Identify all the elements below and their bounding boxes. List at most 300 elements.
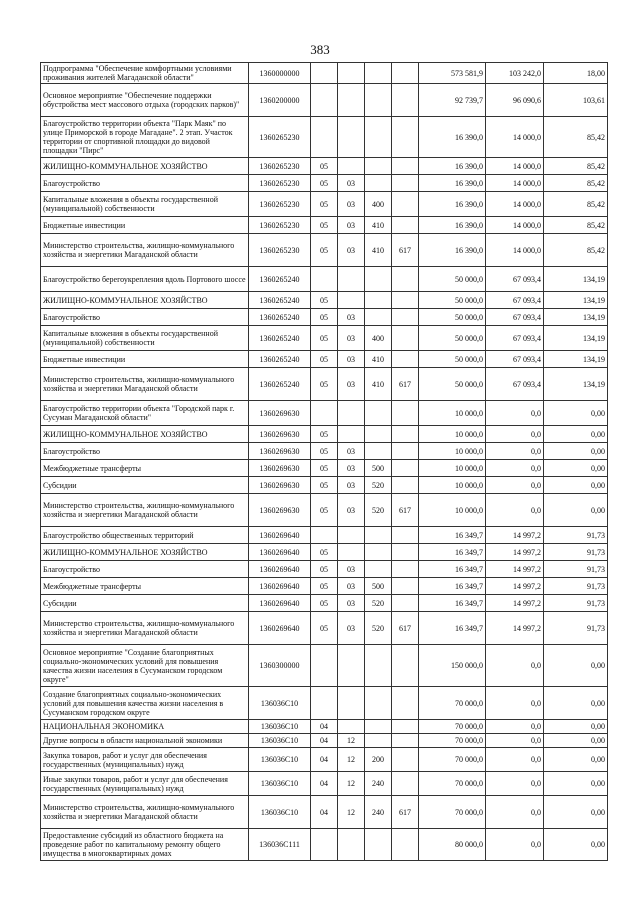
row-administrator-code bbox=[392, 309, 419, 326]
row-actual-amount: 14 000,0 bbox=[486, 234, 544, 267]
row-name: Благоустройство территории объекта "Парк Маяк" по улице Приморской в городе Магадане". 2 этап. Участок территории от спортивной площадки до видовой площадки "Пирс" bbox=[41, 117, 249, 158]
row-expense-type bbox=[365, 561, 392, 578]
row-section: 04 bbox=[311, 796, 338, 829]
row-section: 05 bbox=[311, 351, 338, 368]
row-actual-amount: 0,0 bbox=[486, 443, 544, 460]
row-section: 05 bbox=[311, 544, 338, 561]
row-percent: 91,73 bbox=[544, 578, 608, 595]
row-administrator-code bbox=[392, 578, 419, 595]
row-expense-type: 520 bbox=[365, 612, 392, 645]
table-row bbox=[41, 544, 608, 561]
table-row bbox=[41, 267, 608, 292]
row-code: 1360265240 bbox=[249, 351, 311, 368]
row-percent: 134,19 bbox=[544, 309, 608, 326]
row-percent: 0,00 bbox=[544, 477, 608, 494]
row-percent: 0,00 bbox=[544, 796, 608, 829]
row-section: 05 bbox=[311, 192, 338, 217]
row-plan-amount: 16 390,0 bbox=[419, 175, 486, 192]
row-name: НАЦИОНАЛЬНАЯ ЭКОНОМИКА bbox=[41, 720, 249, 734]
row-administrator-code: 617 bbox=[392, 368, 419, 401]
row-administrator-code bbox=[392, 772, 419, 796]
row-percent: 134,19 bbox=[544, 326, 608, 351]
row-subsection bbox=[338, 267, 365, 292]
budget-table bbox=[40, 62, 608, 861]
row-code: 1360269630 bbox=[249, 477, 311, 494]
row-section: 05 bbox=[311, 460, 338, 477]
row-section bbox=[311, 267, 338, 292]
row-actual-amount: 14 000,0 bbox=[486, 175, 544, 192]
row-percent: 0,00 bbox=[544, 748, 608, 772]
row-percent: 0,00 bbox=[544, 494, 608, 527]
row-subsection: 03 bbox=[338, 351, 365, 368]
row-subsection bbox=[338, 117, 365, 158]
table-row bbox=[41, 426, 608, 443]
row-actual-amount: 0,0 bbox=[486, 720, 544, 734]
row-expense-type: 240 bbox=[365, 772, 392, 796]
row-percent: 134,19 bbox=[544, 351, 608, 368]
row-code: 136036C10 bbox=[249, 687, 311, 720]
row-name: Предоставление субсидий из областного бюджета на проведение работ по капитальному ремонту общего имущества в многоквартирных домах bbox=[41, 829, 249, 861]
row-administrator-code bbox=[392, 401, 419, 426]
row-subsection: 03 bbox=[338, 494, 365, 527]
row-percent: 0,00 bbox=[544, 772, 608, 796]
row-actual-amount: 67 093,4 bbox=[486, 351, 544, 368]
row-subsection bbox=[338, 84, 365, 117]
row-name: Подпрограмма "Обеспечение комфортными условиями проживания жителей Магаданской области" bbox=[41, 63, 249, 84]
row-plan-amount: 150 000,0 bbox=[419, 645, 486, 687]
table-row bbox=[41, 578, 608, 595]
table-row bbox=[41, 595, 608, 612]
row-subsection: 03 bbox=[338, 595, 365, 612]
row-expense-type: 400 bbox=[365, 326, 392, 351]
row-subsection bbox=[338, 687, 365, 720]
row-code: 1360269630 bbox=[249, 426, 311, 443]
row-name: Межбюджетные трансферты bbox=[41, 460, 249, 477]
row-code: 1360265230 bbox=[249, 192, 311, 217]
row-name: Благоустройство берегоукрепления вдоль Портового шоссе bbox=[41, 267, 249, 292]
row-section bbox=[311, 117, 338, 158]
row-code: 1360269630 bbox=[249, 494, 311, 527]
row-section: 04 bbox=[311, 720, 338, 734]
table-row bbox=[41, 158, 608, 175]
row-actual-amount: 0,0 bbox=[486, 829, 544, 861]
row-subsection: 12 bbox=[338, 734, 365, 748]
row-expense-type: 200 bbox=[365, 748, 392, 772]
table-row bbox=[41, 292, 608, 309]
row-actual-amount: 67 093,4 bbox=[486, 267, 544, 292]
row-expense-type bbox=[365, 175, 392, 192]
row-plan-amount: 573 581,9 bbox=[419, 63, 486, 84]
row-actual-amount: 14 997,2 bbox=[486, 578, 544, 595]
row-expense-type: 240 bbox=[365, 796, 392, 829]
row-expense-type bbox=[365, 734, 392, 748]
row-code: 1360269630 bbox=[249, 460, 311, 477]
row-plan-amount: 16 349,7 bbox=[419, 544, 486, 561]
table-row bbox=[41, 720, 608, 734]
row-percent: 0,00 bbox=[544, 426, 608, 443]
row-plan-amount: 50 000,0 bbox=[419, 368, 486, 401]
table-row bbox=[41, 561, 608, 578]
row-name: Министерство строительства, жилищно-коммунального хозяйства и энергетики Магаданской области bbox=[41, 494, 249, 527]
row-actual-amount: 0,0 bbox=[486, 796, 544, 829]
row-percent: 91,73 bbox=[544, 595, 608, 612]
table-row bbox=[41, 351, 608, 368]
row-subsection: 03 bbox=[338, 477, 365, 494]
row-percent: 0,00 bbox=[544, 687, 608, 720]
row-section: 05 bbox=[311, 292, 338, 309]
row-expense-type bbox=[365, 292, 392, 309]
table-row bbox=[41, 326, 608, 351]
row-subsection: 03 bbox=[338, 326, 365, 351]
row-subsection bbox=[338, 158, 365, 175]
row-plan-amount: 16 349,7 bbox=[419, 595, 486, 612]
row-actual-amount: 0,0 bbox=[486, 772, 544, 796]
row-section: 05 bbox=[311, 595, 338, 612]
row-name: Капитальные вложения в объекты государственной (муниципальной) собственности bbox=[41, 192, 249, 217]
row-section: 05 bbox=[311, 578, 338, 595]
row-name: ЖИЛИЩНО-КОММУНАЛЬНОЕ ХОЗЯЙСТВО bbox=[41, 292, 249, 309]
table-row bbox=[41, 772, 608, 796]
row-actual-amount: 14 997,2 bbox=[486, 561, 544, 578]
row-percent: 91,73 bbox=[544, 612, 608, 645]
row-section: 05 bbox=[311, 175, 338, 192]
table-row bbox=[41, 217, 608, 234]
row-subsection bbox=[338, 829, 365, 861]
row-expense-type bbox=[365, 645, 392, 687]
row-section: 05 bbox=[311, 158, 338, 175]
row-subsection bbox=[338, 401, 365, 426]
row-actual-amount: 96 090,6 bbox=[486, 84, 544, 117]
row-administrator-code bbox=[392, 63, 419, 84]
row-plan-amount: 16 349,7 bbox=[419, 561, 486, 578]
row-expense-type bbox=[365, 687, 392, 720]
row-administrator-code bbox=[392, 292, 419, 309]
row-code: 1360269640 bbox=[249, 544, 311, 561]
row-section: 04 bbox=[311, 748, 338, 772]
row-section: 05 bbox=[311, 234, 338, 267]
row-code: 136036C10 bbox=[249, 720, 311, 734]
row-actual-amount: 14 000,0 bbox=[486, 217, 544, 234]
row-subsection bbox=[338, 720, 365, 734]
table-row bbox=[41, 117, 608, 158]
row-code: 136036C10 bbox=[249, 796, 311, 829]
row-actual-amount: 0,0 bbox=[486, 734, 544, 748]
row-administrator-code bbox=[392, 175, 419, 192]
row-plan-amount: 10 000,0 bbox=[419, 443, 486, 460]
row-percent: 134,19 bbox=[544, 292, 608, 309]
table-row bbox=[41, 734, 608, 748]
row-section bbox=[311, 829, 338, 861]
row-administrator-code bbox=[392, 351, 419, 368]
row-expense-type: 500 bbox=[365, 460, 392, 477]
row-section: 05 bbox=[311, 561, 338, 578]
row-subsection: 03 bbox=[338, 368, 365, 401]
row-percent: 85,42 bbox=[544, 217, 608, 234]
row-subsection: 03 bbox=[338, 561, 365, 578]
row-plan-amount: 10 000,0 bbox=[419, 494, 486, 527]
row-section: 04 bbox=[311, 734, 338, 748]
row-actual-amount: 14 997,2 bbox=[486, 595, 544, 612]
row-plan-amount: 50 000,0 bbox=[419, 267, 486, 292]
row-name: Другие вопросы в области национальной экономики bbox=[41, 734, 249, 748]
row-percent: 134,19 bbox=[544, 267, 608, 292]
row-percent: 0,00 bbox=[544, 645, 608, 687]
row-code: 1360265240 bbox=[249, 368, 311, 401]
row-percent: 85,42 bbox=[544, 234, 608, 267]
row-plan-amount: 16 349,7 bbox=[419, 612, 486, 645]
row-expense-type bbox=[365, 63, 392, 84]
row-name: Министерство строительства, жилищно-коммунального хозяйства и энергетики Магаданской области bbox=[41, 368, 249, 401]
row-expense-type: 520 bbox=[365, 595, 392, 612]
row-section: 05 bbox=[311, 368, 338, 401]
row-subsection bbox=[338, 544, 365, 561]
row-section: 05 bbox=[311, 612, 338, 645]
row-section bbox=[311, 687, 338, 720]
row-administrator-code: 617 bbox=[392, 494, 419, 527]
row-section: 04 bbox=[311, 772, 338, 796]
row-section: 05 bbox=[311, 477, 338, 494]
row-administrator-code bbox=[392, 477, 419, 494]
row-administrator-code bbox=[392, 84, 419, 117]
row-actual-amount: 14 997,2 bbox=[486, 544, 544, 561]
row-name: Благоустройство bbox=[41, 175, 249, 192]
row-name: Основное мероприятие "Создание благоприятных социально-экономических условий для повышения качества жизни населения в Сусуманском городском округе" bbox=[41, 645, 249, 687]
row-plan-amount: 50 000,0 bbox=[419, 351, 486, 368]
row-actual-amount: 103 242,0 bbox=[486, 63, 544, 84]
row-section bbox=[311, 84, 338, 117]
row-plan-amount: 16 390,0 bbox=[419, 117, 486, 158]
table-body bbox=[41, 63, 608, 861]
row-actual-amount: 0,0 bbox=[486, 460, 544, 477]
row-administrator-code: 617 bbox=[392, 612, 419, 645]
row-code: 1360265230 bbox=[249, 158, 311, 175]
row-expense-type bbox=[365, 720, 392, 734]
row-code: 1360269640 bbox=[249, 527, 311, 544]
table-row bbox=[41, 477, 608, 494]
row-subsection: 12 bbox=[338, 772, 365, 796]
row-expense-type: 410 bbox=[365, 351, 392, 368]
row-subsection: 03 bbox=[338, 175, 365, 192]
row-section: 05 bbox=[311, 494, 338, 527]
row-administrator-code bbox=[392, 544, 419, 561]
row-actual-amount: 0,0 bbox=[486, 401, 544, 426]
row-name: Благоустройство bbox=[41, 443, 249, 460]
row-code: 136036C10 bbox=[249, 772, 311, 796]
row-code: 1360265240 bbox=[249, 309, 311, 326]
row-code: 1360265240 bbox=[249, 292, 311, 309]
row-expense-type bbox=[365, 401, 392, 426]
row-plan-amount: 70 000,0 bbox=[419, 772, 486, 796]
row-code: 1360300000 bbox=[249, 645, 311, 687]
table-row bbox=[41, 368, 608, 401]
row-section: 05 bbox=[311, 326, 338, 351]
table-row bbox=[41, 527, 608, 544]
row-expense-type bbox=[365, 117, 392, 158]
row-name: ЖИЛИЩНО-КОММУНАЛЬНОЕ ХОЗЯЙСТВО bbox=[41, 426, 249, 443]
row-percent: 0,00 bbox=[544, 443, 608, 460]
table-row bbox=[41, 63, 608, 84]
row-code: 1360269640 bbox=[249, 561, 311, 578]
row-administrator-code bbox=[392, 117, 419, 158]
row-subsection bbox=[338, 645, 365, 687]
row-actual-amount: 0,0 bbox=[486, 426, 544, 443]
row-actual-amount: 0,0 bbox=[486, 687, 544, 720]
table-row bbox=[41, 234, 608, 267]
table-row bbox=[41, 192, 608, 217]
row-administrator-code bbox=[392, 443, 419, 460]
row-subsection: 03 bbox=[338, 217, 365, 234]
row-percent: 18,00 bbox=[544, 63, 608, 84]
row-actual-amount: 14 997,2 bbox=[486, 612, 544, 645]
row-name: ЖИЛИЩНО-КОММУНАЛЬНОЕ ХОЗЯЙСТВО bbox=[41, 544, 249, 561]
row-percent: 91,73 bbox=[544, 544, 608, 561]
row-subsection: 03 bbox=[338, 612, 365, 645]
row-expense-type bbox=[365, 443, 392, 460]
row-section bbox=[311, 527, 338, 544]
row-code: 1360265230 bbox=[249, 175, 311, 192]
row-plan-amount: 16 390,0 bbox=[419, 158, 486, 175]
row-expense-type bbox=[365, 84, 392, 117]
row-percent: 85,42 bbox=[544, 192, 608, 217]
row-expense-type bbox=[365, 267, 392, 292]
row-administrator-code bbox=[392, 426, 419, 443]
row-expense-type bbox=[365, 527, 392, 544]
row-expense-type: 500 bbox=[365, 578, 392, 595]
row-subsection: 03 bbox=[338, 309, 365, 326]
table-row bbox=[41, 401, 608, 426]
row-administrator-code bbox=[392, 645, 419, 687]
row-name: ЖИЛИЩНО-КОММУНАЛЬНОЕ ХОЗЯЙСТВО bbox=[41, 158, 249, 175]
row-actual-amount: 0,0 bbox=[486, 477, 544, 494]
row-subsection: 03 bbox=[338, 192, 365, 217]
row-plan-amount: 80 000,0 bbox=[419, 829, 486, 861]
row-plan-amount: 70 000,0 bbox=[419, 748, 486, 772]
row-expense-type bbox=[365, 829, 392, 861]
table-row bbox=[41, 175, 608, 192]
row-name: Благоустройство bbox=[41, 309, 249, 326]
table-row bbox=[41, 84, 608, 117]
table-row bbox=[41, 494, 608, 527]
row-code: 136036C10 bbox=[249, 734, 311, 748]
row-plan-amount: 92 739,7 bbox=[419, 84, 486, 117]
row-name: Благоустройство территории объекта "Городской парк г. Сусуман Магаданской области" bbox=[41, 401, 249, 426]
row-subsection: 03 bbox=[338, 234, 365, 267]
row-name: Министерство строительства, жилищно-коммунального хозяйства и энергетики Магаданской области bbox=[41, 234, 249, 267]
row-expense-type bbox=[365, 426, 392, 443]
row-percent: 103,61 bbox=[544, 84, 608, 117]
row-actual-amount: 0,0 bbox=[486, 645, 544, 687]
row-subsection: 12 bbox=[338, 796, 365, 829]
row-administrator-code bbox=[392, 192, 419, 217]
row-expense-type: 520 bbox=[365, 477, 392, 494]
row-administrator-code bbox=[392, 460, 419, 477]
row-code: 136036C10 bbox=[249, 748, 311, 772]
row-actual-amount: 14 000,0 bbox=[486, 158, 544, 175]
row-name: Министерство строительства, жилищно-коммунального хозяйства и энергетики Магаданской области bbox=[41, 796, 249, 829]
row-plan-amount: 50 000,0 bbox=[419, 309, 486, 326]
row-actual-amount: 14 000,0 bbox=[486, 117, 544, 158]
row-administrator-code bbox=[392, 527, 419, 544]
row-section: 05 bbox=[311, 426, 338, 443]
row-subsection: 03 bbox=[338, 443, 365, 460]
row-administrator-code bbox=[392, 595, 419, 612]
row-administrator-code bbox=[392, 734, 419, 748]
row-plan-amount: 10 000,0 bbox=[419, 401, 486, 426]
row-actual-amount: 14 000,0 bbox=[486, 192, 544, 217]
row-percent: 0,00 bbox=[544, 460, 608, 477]
row-plan-amount: 10 000,0 bbox=[419, 477, 486, 494]
row-subsection bbox=[338, 527, 365, 544]
row-code: 1360265230 bbox=[249, 217, 311, 234]
row-section bbox=[311, 63, 338, 84]
row-expense-type: 410 bbox=[365, 368, 392, 401]
row-subsection: 03 bbox=[338, 460, 365, 477]
row-actual-amount: 0,0 bbox=[486, 494, 544, 527]
row-percent: 85,42 bbox=[544, 158, 608, 175]
row-name: Субсидии bbox=[41, 477, 249, 494]
table-row bbox=[41, 309, 608, 326]
row-actual-amount: 67 093,4 bbox=[486, 368, 544, 401]
row-plan-amount: 16 390,0 bbox=[419, 192, 486, 217]
row-expense-type: 520 bbox=[365, 494, 392, 527]
row-plan-amount: 70 000,0 bbox=[419, 734, 486, 748]
row-code: 136036C111 bbox=[249, 829, 311, 861]
row-percent: 91,73 bbox=[544, 527, 608, 544]
row-name: Благоустройство bbox=[41, 561, 249, 578]
row-percent: 85,42 bbox=[544, 175, 608, 192]
table-row bbox=[41, 687, 608, 720]
row-code: 1360269630 bbox=[249, 443, 311, 460]
row-percent: 0,00 bbox=[544, 401, 608, 426]
table-row bbox=[41, 796, 608, 829]
row-name: Министерство строительства, жилищно-коммунального хозяйства и энергетики Магаданской области bbox=[41, 612, 249, 645]
row-plan-amount: 16 349,7 bbox=[419, 578, 486, 595]
row-administrator-code bbox=[392, 158, 419, 175]
row-percent: 134,19 bbox=[544, 368, 608, 401]
page-number: 383 bbox=[310, 42, 330, 57]
row-name: Межбюджетные трансферты bbox=[41, 578, 249, 595]
row-actual-amount: 14 997,2 bbox=[486, 527, 544, 544]
row-plan-amount: 70 000,0 bbox=[419, 687, 486, 720]
row-plan-amount: 16 390,0 bbox=[419, 234, 486, 267]
row-administrator-code bbox=[392, 720, 419, 734]
row-actual-amount: 67 093,4 bbox=[486, 292, 544, 309]
row-name: Капитальные вложения в объекты государственной (муниципальной) собственности bbox=[41, 326, 249, 351]
row-name: Благоустройство общественных территорий bbox=[41, 527, 249, 544]
row-section bbox=[311, 645, 338, 687]
row-name: Бюджетные инвестиции bbox=[41, 351, 249, 368]
row-actual-amount: 0,0 bbox=[486, 748, 544, 772]
row-name: Субсидии bbox=[41, 595, 249, 612]
row-plan-amount: 16 390,0 bbox=[419, 217, 486, 234]
table-row bbox=[41, 829, 608, 861]
table-row bbox=[41, 443, 608, 460]
row-administrator-code bbox=[392, 217, 419, 234]
row-code: 1360265230 bbox=[249, 117, 311, 158]
row-actual-amount: 67 093,4 bbox=[486, 309, 544, 326]
table-row bbox=[41, 748, 608, 772]
row-administrator-code: 617 bbox=[392, 234, 419, 267]
row-plan-amount: 10 000,0 bbox=[419, 426, 486, 443]
row-expense-type bbox=[365, 158, 392, 175]
row-code: 1360000000 bbox=[249, 63, 311, 84]
row-subsection bbox=[338, 426, 365, 443]
row-section bbox=[311, 401, 338, 426]
row-section: 05 bbox=[311, 309, 338, 326]
row-expense-type: 410 bbox=[365, 217, 392, 234]
row-percent: 0,00 bbox=[544, 720, 608, 734]
row-plan-amount: 16 349,7 bbox=[419, 527, 486, 544]
